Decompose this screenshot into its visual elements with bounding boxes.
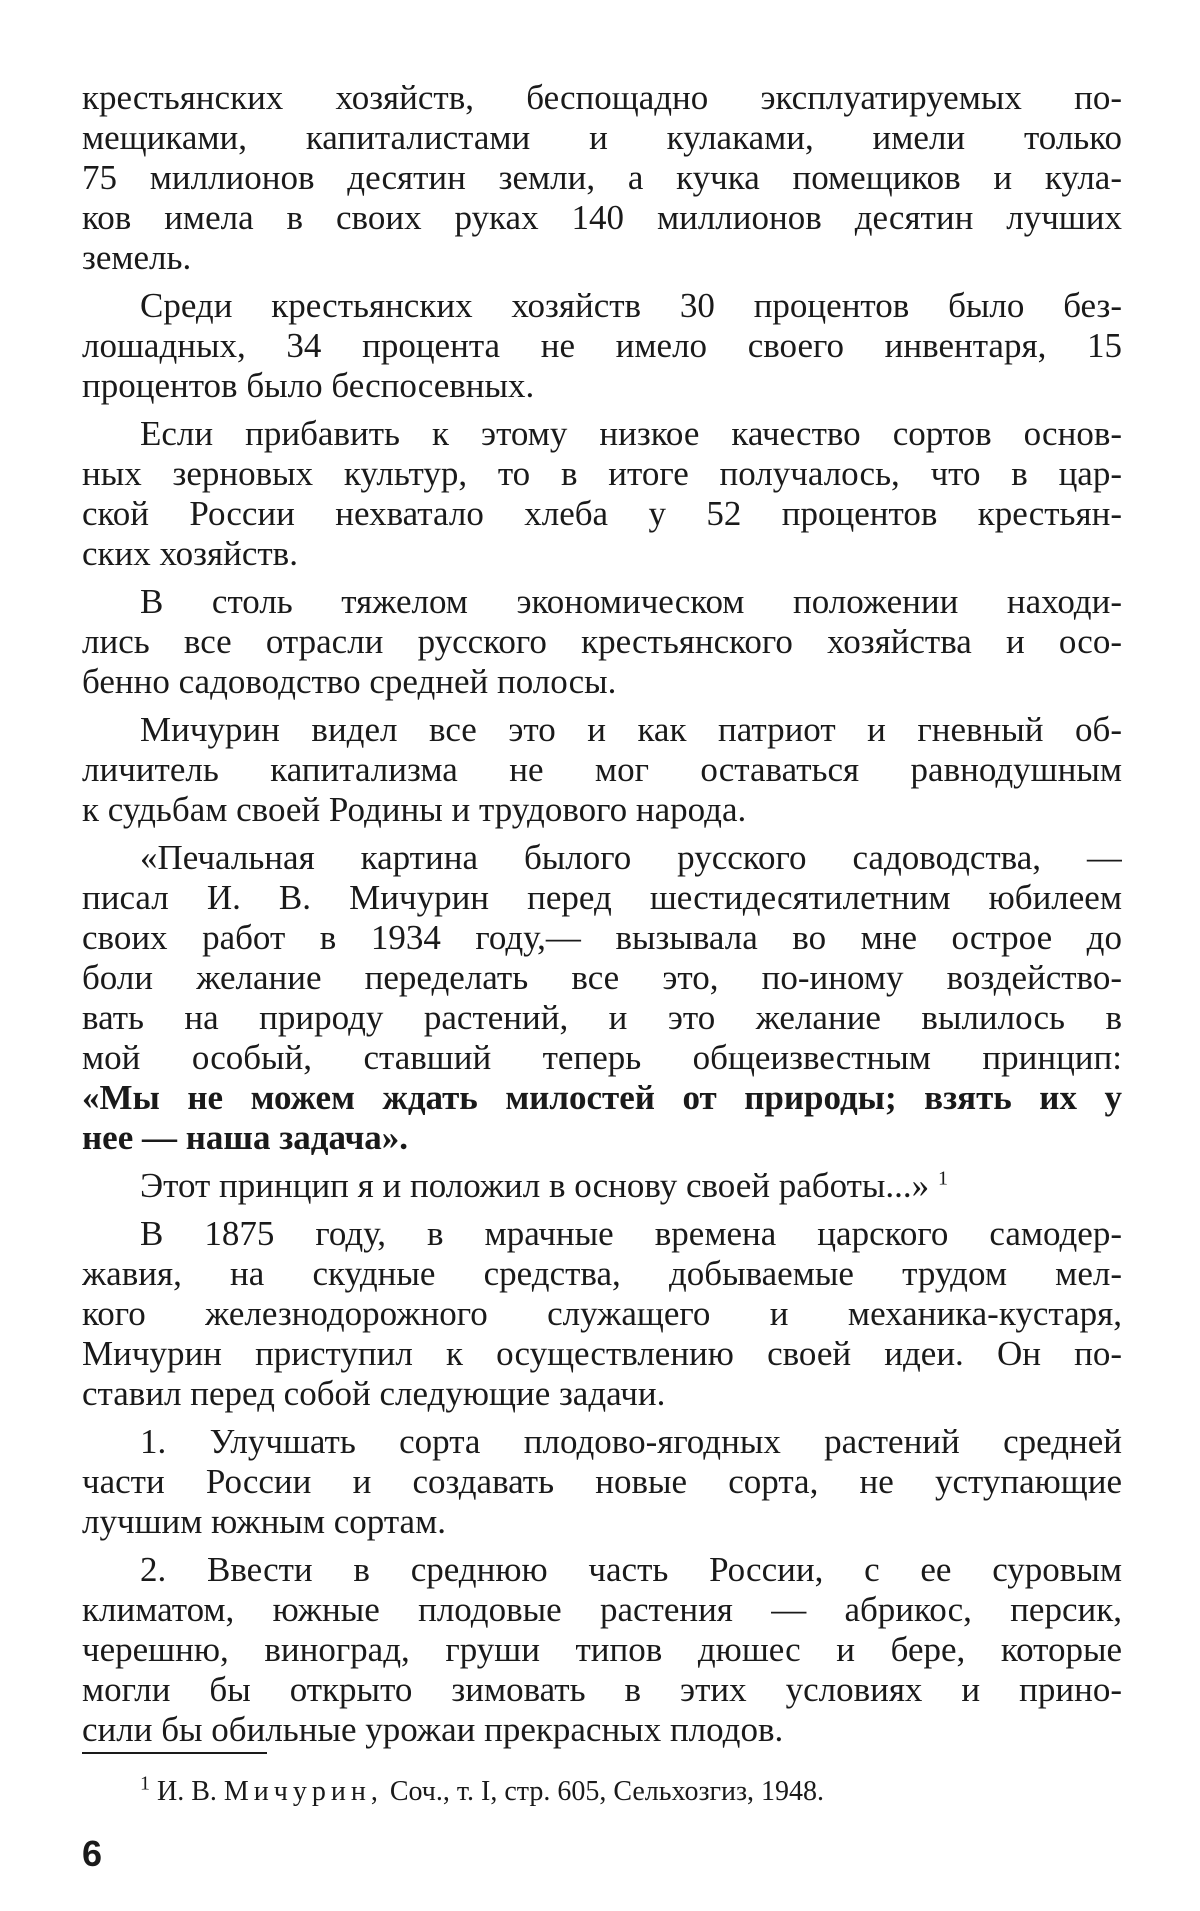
text-line: ных зерновых культур, то в итоге получалось, что в цар- xyxy=(82,454,1122,493)
text-line: климатом, южные плодовые растения — абрикос, персик, xyxy=(82,1590,1122,1629)
text-line: мой особый, ставший теперь общеизвестным принцип: xyxy=(82,1038,1122,1077)
list-item-1 xyxy=(82,1422,1122,1542)
text-line: могли бы открыто зимовать в этих условиях и прино- xyxy=(82,1670,1122,1709)
paragraph-1 xyxy=(82,78,1122,278)
text-line: черешню, виноград, груши типов дюшес и бере, которые xyxy=(82,1630,1122,1669)
list-item-2 xyxy=(82,1550,1122,1750)
text-line: Мичурин видел все это и как патриот и гневный об- xyxy=(140,710,1122,749)
footnote-divider xyxy=(82,1752,267,1754)
text-line: 1. Улучшать сорта плодово-ягодных растений средней xyxy=(140,1422,1122,1461)
paragraph-quote xyxy=(82,838,1122,1158)
page-number: 6 xyxy=(82,1833,103,1874)
text-line: части России и создавать новые сорта, не уступающие xyxy=(82,1462,1122,1501)
text-line: Если прибавить к этому низкое качество сортов основ- xyxy=(140,414,1122,453)
text-line: жавия, на скудные средства, добываемые трудом мел- xyxy=(82,1254,1122,1293)
footnote-source: Соч., т. I, стр. 605, Сельхозгиз, 1948. xyxy=(389,1776,825,1807)
paragraph-4 xyxy=(82,582,1122,702)
text-line: ской России нехватало хлеба у 52 процентов крестьян- xyxy=(82,494,1122,533)
paragraph-3 xyxy=(82,414,1122,574)
paragraph-6 xyxy=(82,1214,1122,1414)
text-line: сили бы обильные урожаи прекрасных плодов. xyxy=(82,1710,784,1749)
text-line: «Печальная картина былого русского садоводства, — xyxy=(140,838,1122,877)
text-line: ских хозяйств. xyxy=(82,534,298,573)
bold-text-line: нее — наша задача». xyxy=(82,1118,409,1157)
page-body xyxy=(82,78,1122,1758)
text-line: личитель капитализма не мог оставаться равнодушным xyxy=(82,750,1122,789)
text-line: В столь тяжелом экономическом положении находи- xyxy=(140,582,1122,621)
text-line: боли желание переделать все это, по-иному воздейство- xyxy=(82,958,1122,997)
bold-text-line: «Мы не можем ждать милостей от природы; взять их у xyxy=(82,1078,1122,1117)
text-line: ставил перед собой следующие задачи. xyxy=(82,1374,666,1413)
text-line: земель. xyxy=(82,238,192,277)
footnote-marker: 1 xyxy=(140,1772,150,1795)
text-line: своих работ в 1934 году,— вызывала во мне острое до xyxy=(82,918,1122,957)
text-line: 75 миллионов десятин земли, а кучка помещиков и кула- xyxy=(82,158,1122,197)
text-segment: Этот принцип я и положил в основу своей работы...» xyxy=(140,1166,930,1205)
text-line: лучшим южным сортам. xyxy=(82,1502,446,1541)
paragraph-2 xyxy=(82,286,1122,406)
text-line: В 1875 году, в мрачные времена царского самодер- xyxy=(140,1214,1122,1253)
text-line: кого железнодорожного служащего и механика-кустаря, xyxy=(82,1294,1122,1333)
text-line: лись все отрасли русского крестьянского хозяйства и осо- xyxy=(82,622,1122,661)
footnote-reference[interactable]: 1 xyxy=(937,1167,948,1190)
footnote-author-initials: И. В. xyxy=(157,1776,217,1807)
text-line: бенно садоводство средней полосы. xyxy=(82,662,617,701)
text-line: мещиками, капиталистами и кулаками, имели только xyxy=(82,118,1122,157)
text-line: Мичурин приступил к осуществлению своей идеи. Он по- xyxy=(82,1334,1122,1373)
text-line: ков имела в своих руках 140 миллионов десятин лучших xyxy=(82,198,1122,237)
text-line: 2. Ввести в среднюю часть России, с ее суровым xyxy=(140,1550,1122,1589)
text-line: крестьянских хозяйств, беспощадно эксплуатируемых по- xyxy=(82,78,1122,117)
text-line: лошадных, 34 процента не имело своего инвентаря, 15 xyxy=(82,326,1122,365)
text-line: процентов было беспосевных. xyxy=(82,366,535,405)
paragraph-5 xyxy=(82,710,1122,830)
text-line: к судьбам своей Родины и трудового народа. xyxy=(82,790,747,829)
text-line: вать на природу растений, и это желание вылилось в xyxy=(82,998,1122,1037)
footnote-author-name: Мичурин, xyxy=(223,1776,383,1807)
text-line: писал И. В. Мичурин перед шестидесятилетним юбилеем xyxy=(82,878,1122,917)
paragraph-quote-end xyxy=(82,1166,1122,1206)
text-line: Среди крестьянских хозяйств 30 процентов было без- xyxy=(140,286,1122,325)
text-line xyxy=(82,1166,1122,1206)
footnote xyxy=(140,1772,825,1809)
